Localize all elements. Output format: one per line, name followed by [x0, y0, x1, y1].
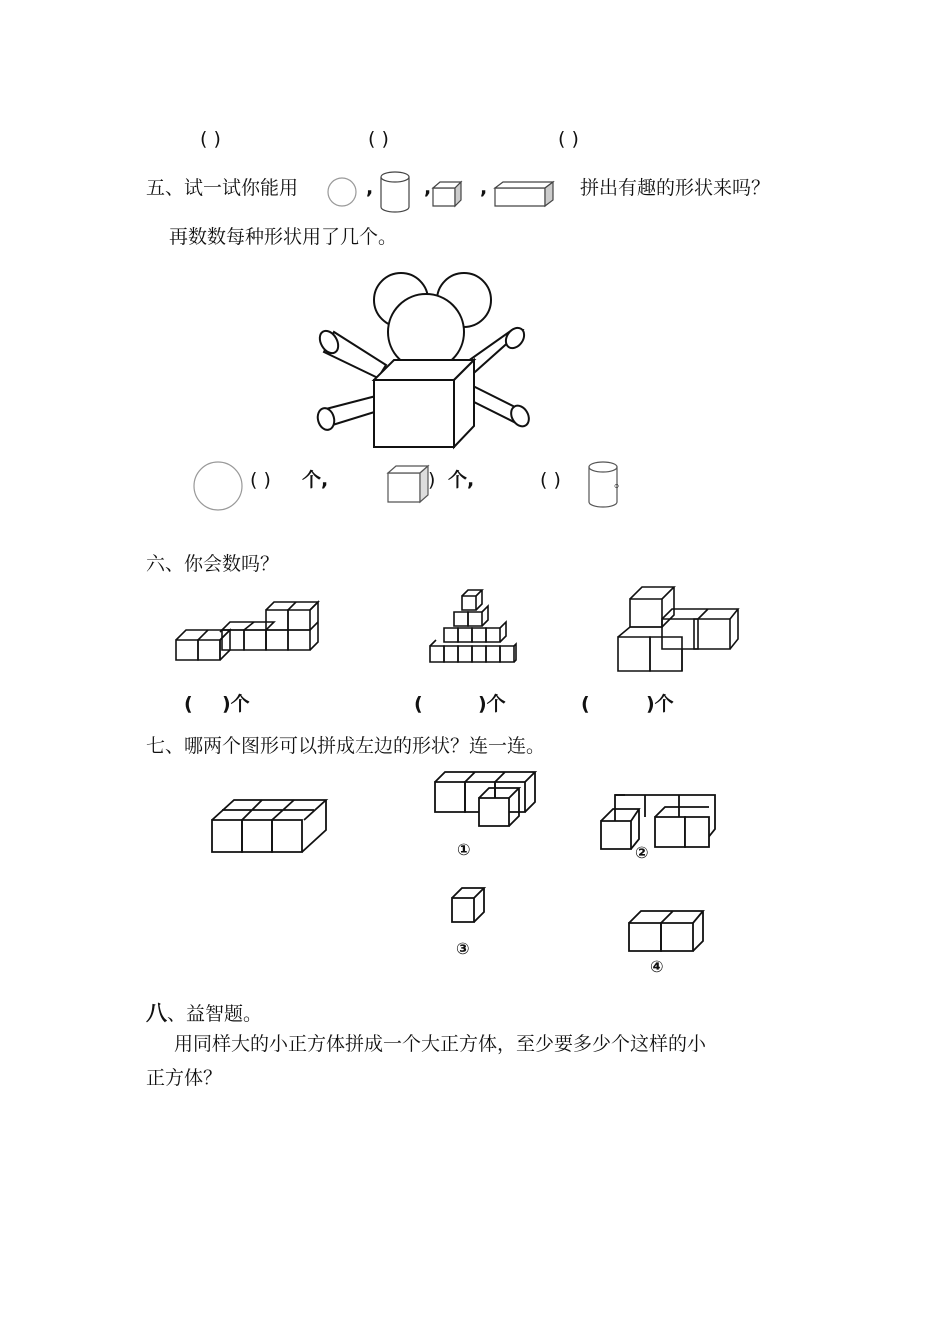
q7-target-shape — [210, 798, 328, 856]
long-cuboid-icon — [493, 180, 555, 208]
q5-separator-1: , — [366, 177, 374, 199]
shape-robot-figure — [316, 270, 532, 455]
q6-answer-2-close: )个 — [478, 693, 506, 715]
answer-cube-icon — [386, 464, 432, 504]
q7-title: 七、哪两个图形可以拼成左边的形状？连一连。 — [146, 735, 546, 757]
q5-answer-2-unit: 个, — [448, 469, 475, 491]
q6-answer-1-open[interactable]: ( — [184, 693, 193, 715]
q7-option-4-shape[interactable] — [627, 909, 705, 955]
q8-title-rest: 、益智题。 — [167, 1003, 263, 1025]
q5-subtitle: 再数数每种形状用了几个。 — [169, 226, 398, 248]
q5-answer-1-blank[interactable]: ( ) — [250, 469, 271, 491]
q5-answer-2-blank[interactable]: ) — [428, 469, 436, 491]
small-cube-icon — [431, 180, 463, 208]
q7-label-1: ① — [457, 840, 471, 859]
q6-answer-3-close: )个 — [646, 693, 674, 715]
q7-label-3: ③ — [456, 939, 470, 958]
q7-option-3-shape[interactable] — [450, 886, 486, 924]
q8-title-num: 八 — [146, 1001, 167, 1025]
q5-title-suffix: 拼出有趣的形状来吗？ — [580, 177, 771, 199]
q6-answer-1-close: )个 — [222, 693, 250, 715]
sphere-icon — [326, 176, 358, 208]
q6-answer-2-open[interactable]: ( — [414, 693, 423, 715]
answer-sphere-icon — [192, 460, 244, 512]
top-blank-3[interactable]: ( ) — [558, 128, 579, 150]
q5-separator-3: , — [480, 177, 488, 199]
q5-answer-1-unit: 个, — [302, 469, 329, 491]
q5-answer-3-end: 。 — [614, 475, 628, 491]
q5-title-prefix: 五、试一试你能用 — [146, 177, 299, 199]
q5-answer-3-blank[interactable]: ( ) — [540, 469, 561, 491]
top-blank-1[interactable]: ( ) — [200, 128, 221, 150]
q7-label-2: ② — [635, 843, 649, 862]
q5-separator-2: , — [424, 177, 432, 199]
q8-line-2: 正方体？ — [146, 1067, 223, 1089]
q8-line-1: 用同样大的小正方体拼成一个大正方体，至少要多少个这样的小 — [174, 1033, 707, 1055]
top-blank-2[interactable]: ( ) — [368, 128, 389, 150]
q7-option-2-shape[interactable] — [599, 793, 719, 851]
cylinder-icon — [379, 170, 411, 214]
q6-figure-1-cubes — [174, 598, 322, 664]
q6-figure-3-cubes — [616, 585, 738, 675]
q8-title — [146, 1003, 262, 1024]
q6-answer-3-open[interactable]: ( — [581, 693, 590, 715]
q7-label-4: ④ — [650, 957, 664, 976]
q6-title: 六、你会数吗？ — [146, 553, 280, 575]
q6-figure-2-pyramid — [428, 586, 518, 666]
q7-option-1-shape[interactable] — [433, 770, 537, 828]
